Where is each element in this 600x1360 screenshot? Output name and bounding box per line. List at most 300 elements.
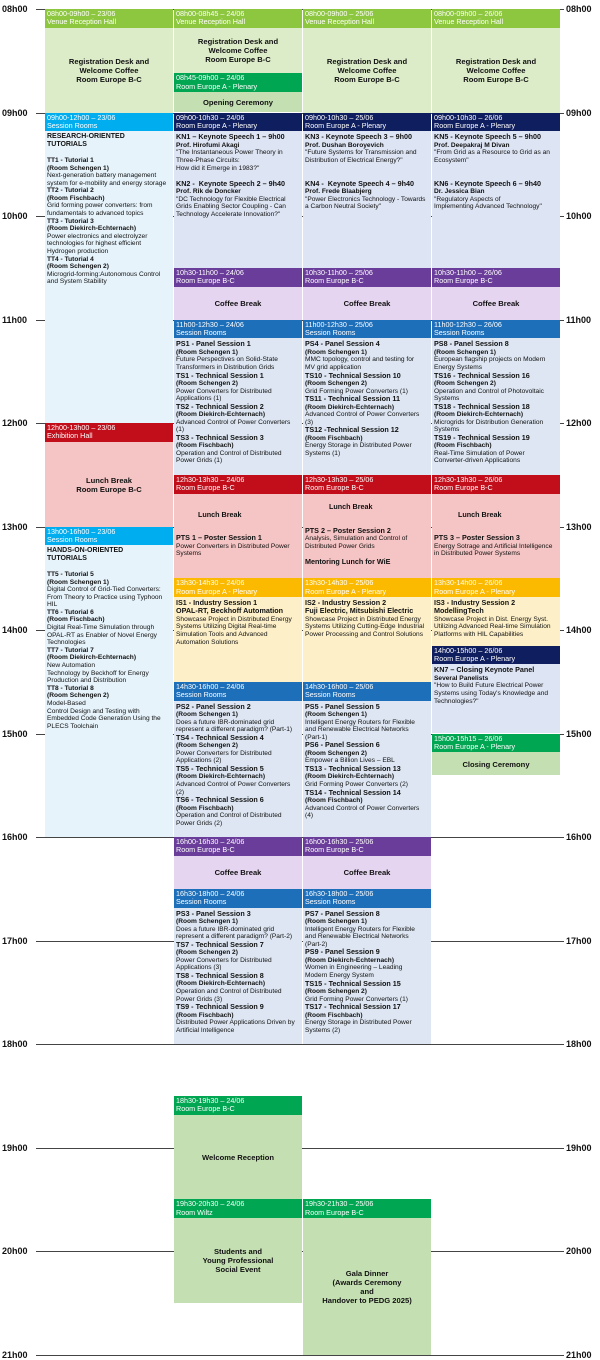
block-body <box>432 597 560 641</box>
block-text-line: Power Grids (2) <box>176 819 223 827</box>
block-text-line: Artificial Intelligence <box>176 1026 235 1034</box>
block-room: Venue Reception Hall <box>176 18 246 27</box>
block-text-line: TT7 - Tutorial 7 <box>47 646 94 654</box>
block-text-line <box>176 519 300 527</box>
block-room: Room Europe A - Plenary <box>305 121 387 130</box>
block-text-line: "From Grid as a Resource to Grid as an <box>434 149 550 157</box>
block-body <box>303 287 431 320</box>
schedule-block-d23-lunch[interactable] <box>45 423 173 527</box>
block-text-line: (Room Schengen 1) <box>305 917 367 925</box>
time-label: 14h00 <box>566 625 592 635</box>
block-header <box>432 734 560 753</box>
block-title-line: Room Europe B-C <box>463 75 529 85</box>
block-text-line: Technologies <box>47 639 86 647</box>
block-room: Room Europe A - Plenary <box>434 742 516 751</box>
block-text-line: (Room Diekirch-Echternach) <box>47 654 137 662</box>
schedule-block-d26-s1[interactable] <box>432 320 560 475</box>
block-text-line: Systems Utilizing Digital Real-time <box>176 623 277 631</box>
block-text-line: IS3 - Industry Session 2 <box>434 598 516 608</box>
block-text-line: Lunch Break <box>176 509 242 519</box>
block-text-line: Dr. Jessica Bian <box>434 188 485 196</box>
time-label: 09h00 <box>566 107 592 118</box>
block-text-line: (Room Fischbach) <box>176 804 234 812</box>
block-room: Exhibition Hall <box>47 432 93 441</box>
block-text-line: (Room Diekirch-Echternach) <box>176 773 266 781</box>
schedule-block-d23-session[interactable] <box>45 113 173 424</box>
block-text-line: HANDS-ON-ORIENTED <box>47 547 124 555</box>
block-time: 12h30-13h30 – 25/06 <box>305 475 374 484</box>
block-text-line: KN2 - Keynote Speech 2 – 9h40 <box>176 178 286 188</box>
block-time: 16h30-18h00 – 25/06 <box>305 889 374 898</box>
block-text-line: (Room Schengen 1) <box>305 348 367 356</box>
block-time: 12h30-13h30 – 24/06 <box>176 475 245 484</box>
block-text-line: Energy Storage in Distributed Power <box>305 442 412 450</box>
block-text-line: Systems (1) <box>305 449 341 457</box>
block-text-line: Prof. Rik de Doncker <box>176 188 241 196</box>
hour-line <box>36 1044 564 1045</box>
block-text-line: "How to Build Future Electrical Power <box>434 682 544 690</box>
block-text-line: (Room Fischbach) <box>47 194 105 202</box>
schedule-block-d26-cb[interactable] <box>432 268 560 320</box>
block-text-line: TT8 - Tutorial 8 <box>47 684 94 692</box>
block-text-line: (Room Diekirch-Echternach) <box>176 980 266 988</box>
block-text-line: Modern Energy System <box>305 971 374 979</box>
block-title-line: Registration Desk and <box>197 37 279 47</box>
block-text-line: Power Processing and Control Solutions <box>305 631 424 639</box>
block-text-line: Energy Storage in Distributed Power <box>305 1019 412 1027</box>
block-text-line: Converter-driven Applications <box>434 457 521 465</box>
block-title-line: Welcome Coffee <box>208 46 268 56</box>
block-text-line: (Room Schengen 2) <box>176 742 238 750</box>
block-room: Room Europe B-C <box>434 277 493 286</box>
block-text-line: PTS 1 – Poster Session 1 <box>176 533 262 543</box>
time-label: 14h00 <box>2 625 28 635</box>
block-text-line: (Room Schengen 1) <box>176 917 238 925</box>
schedule-block-d23-session2[interactable] <box>45 527 173 838</box>
block-text-line: (Part-1) <box>305 733 328 741</box>
block-text-line: PS2 - Panel Session 2 <box>176 701 251 711</box>
block-time: 14h30-16h00 – 25/06 <box>305 682 374 691</box>
block-title-line: and <box>360 1286 374 1296</box>
block-header <box>174 889 302 908</box>
block-text-line: (1) <box>176 426 185 434</box>
block-text-line: Distribution of Electrical Energy?" <box>305 156 403 164</box>
block-text-line: Grid Forming Power Converters (1) <box>305 995 408 1003</box>
schedule-block-d25-cb1[interactable] <box>303 268 431 320</box>
time-label: 19h00 <box>2 1142 28 1153</box>
block-text-line: Technology Accelerate Innovation?" <box>176 210 281 218</box>
time-label: 15h00 <box>2 728 28 739</box>
block-body <box>303 1218 431 1354</box>
block-text-line: (Room Fischbach) <box>305 796 363 804</box>
block-time: 11h00-12h30 – 25/06 <box>305 320 373 329</box>
block-text-line <box>434 165 558 173</box>
block-text-line: (Room Fischbach) <box>176 442 234 450</box>
block-room: Room Europe B-C <box>305 846 364 855</box>
schedule-block-d25-s2[interactable] <box>303 682 431 837</box>
block-text-line: Systems Utilizing Cutting-Edge Industrial <box>305 623 425 631</box>
block-text-line: PS9 - Panel Session 9 <box>305 947 380 957</box>
block-text-line: Analysis, Simulation and Control of <box>305 535 408 543</box>
block-text-line: represent a different paradigm? (Part-2) <box>176 933 293 941</box>
block-body <box>303 701 431 822</box>
block-text-line: Technologies?" <box>434 697 479 705</box>
block-text-line: OPAL-RT, Beckhoff Automation <box>176 606 284 616</box>
schedule-block-d23-reg[interactable] <box>45 9 173 113</box>
block-body <box>174 908 302 1037</box>
block-text-line: TS16 - Technical Session 16 <box>434 370 530 380</box>
time-label: 21h00 <box>566 1349 592 1360</box>
block-text-line: TT3 - Tutorial 3 <box>47 217 94 225</box>
block-text-line: TT1 - Tutorial 1 <box>47 156 94 164</box>
block-time: 12h30-13h30 – 26/06 <box>434 475 503 484</box>
schedule-block-d24-s1[interactable] <box>174 320 302 475</box>
time-label: 16h00 <box>2 832 28 842</box>
block-text-line: (Room Diekirch-Echternach) <box>305 956 395 964</box>
schedule-block-d26-kn[interactable] <box>432 113 560 268</box>
schedule-block-d26-reg[interactable] <box>432 9 560 113</box>
block-body <box>174 28 302 73</box>
block-header <box>45 113 173 132</box>
block-text-line: Power Grids (1) <box>176 457 223 465</box>
time-label: 12h00 <box>566 418 592 428</box>
block-text-line: (3) <box>305 418 314 426</box>
block-title-line: Welcome Coffee <box>466 66 526 76</box>
schedule-block-d24-lunch[interactable] <box>174 475 302 579</box>
block-body <box>303 908 431 1037</box>
block-text-line: PS5 - Panel Session 5 <box>305 701 380 711</box>
block-text-line: Ecosystem" <box>434 156 469 164</box>
schedule-block-d26-close[interactable] <box>432 734 560 775</box>
block-room: Room Wiltz <box>176 1208 213 1217</box>
block-header <box>432 578 560 597</box>
block-header <box>303 9 431 28</box>
block-body <box>174 597 302 648</box>
block-text-line: (Room Fischbach) <box>176 1011 234 1019</box>
block-title-line: Social Event <box>215 1265 261 1275</box>
block-text-line: Advanced Control of Power Converters <box>305 411 420 419</box>
schedule-block-d25-reg[interactable] <box>303 9 431 113</box>
block-title-line: Closing Ceremony <box>462 759 530 769</box>
block-time: 08h45-09h00 – 24/06 <box>176 74 245 83</box>
block-text-line: TT4 - Tutorial 4 <box>47 255 94 263</box>
block-text-line: TT2 - Tutorial 2 <box>47 187 94 195</box>
block-title-line: Coffee Break <box>343 868 391 878</box>
block-room: Room Europe B-C <box>305 277 364 286</box>
block-time: 19h30-21h30 – 25/06 <box>305 1200 374 1209</box>
block-text-line: Fuji Electric, Mitsubishi Electric <box>305 606 414 616</box>
block-text-line: Operation and Control of Distributed <box>176 987 282 995</box>
block-text-line: Simulation Tools and Advanced <box>176 631 268 639</box>
block-header <box>174 1199 302 1218</box>
block-text-line: TS10 - Technical Session 10 <box>305 370 401 380</box>
block-text-line: TS9 - Technical Session 9 <box>176 1002 264 1012</box>
block-title-line: Gala Dinner <box>345 1268 389 1278</box>
block-title-line: Coffee Break <box>214 868 262 878</box>
schedule-block-d26-is[interactable] <box>432 578 560 645</box>
block-text-line: TS13 - Technical Session 13 <box>305 763 401 773</box>
time-label: 10h00 <box>566 211 592 221</box>
block-time: 13h30-14h30 – 25/06 <box>305 579 374 588</box>
schedule-block-d26-kn7[interactable] <box>432 646 560 734</box>
block-title-line: Room Europe B-C <box>76 75 142 85</box>
block-time: 12h00-13h00 – 23/06 <box>47 424 116 432</box>
block-text-line: Prof. Hirofumi Akagi <box>176 141 240 149</box>
block-time: 16h00-16h30 – 24/06 <box>176 838 245 846</box>
block-text-line: Future Perspectives on Solid-State <box>176 356 278 364</box>
block-text-line <box>47 563 171 571</box>
block-text-line: in Distributed Power Systems <box>434 550 521 558</box>
block-text-line: Real-Time Simulation of Power <box>434 449 525 457</box>
schedule-block-d25-cb2[interactable] <box>303 837 431 889</box>
block-room: Room Europe B-C <box>305 484 364 493</box>
block-text-line: Operation and Control of Distributed <box>176 449 282 457</box>
block-text-line: Prof. Deepakraj M Divan <box>434 141 510 149</box>
time-label: 15h00 <box>566 728 592 739</box>
schedule-block-d24-social[interactable] <box>174 1199 302 1303</box>
block-header <box>432 475 560 494</box>
block-room: Room Europe B-C <box>176 846 235 855</box>
block-text-line: TS2 - Technical Session 2 <box>176 401 264 411</box>
block-text-line: Transformers in Distribution Grids <box>176 363 275 371</box>
block-text-line: Mentoring Lunch for WiE <box>305 556 391 566</box>
block-text-line: TS19 - Technical Session 19 <box>434 432 530 442</box>
block-room: Room Europe B-C <box>176 277 235 286</box>
block-text-line: TS7 - Technical Session 7 <box>176 939 264 949</box>
block-time: 14h00-15h00 – 26/06 <box>434 646 503 655</box>
time-label: 19h00 <box>566 1142 592 1153</box>
block-room: Room Europe A - Plenary <box>176 82 258 91</box>
block-time: 08h00-09h00 – 25/06 <box>305 10 374 18</box>
block-text-line: Advanced Control of Power Converters <box>176 780 291 788</box>
block-text-line: Implementing Advanced Technology" <box>434 203 542 211</box>
block-text-line: TS15 - Technical Session 15 <box>305 978 401 988</box>
time-label: 08h00 <box>2 4 28 14</box>
block-room: Session Rooms <box>305 898 356 907</box>
block-text-line: Intelligent Energy Routers for Flexible <box>305 718 415 726</box>
block-text-line: TS4 - Technical Session 4 <box>176 732 264 742</box>
block-text-line: Energy Sotrage and Artificial Intelligence <box>434 542 553 550</box>
block-body <box>303 597 431 641</box>
block-text-line: TT6 - Tutorial 6 <box>47 608 94 616</box>
block-title-line: Welcome Coffee <box>79 66 139 76</box>
block-text-line: New Automation <box>47 662 96 670</box>
block-room: Room Europe B-C <box>434 484 493 493</box>
block-header <box>174 320 302 339</box>
schedule-block-d24-s3[interactable] <box>174 889 302 1044</box>
block-body <box>432 338 560 467</box>
block-time: 19h30-20h30 – 24/06 <box>176 1200 245 1209</box>
block-title-line: Room Europe B-C <box>334 75 400 85</box>
block-time: 15h00-15h15 – 26/06 <box>434 734 503 743</box>
block-time: 09h00-10h30 – 24/06 <box>176 113 245 122</box>
block-header <box>303 837 431 856</box>
block-body <box>45 28 173 113</box>
block-text-line: Hydrogen production <box>47 248 109 256</box>
block-title-line: Opening Ceremony <box>202 98 274 108</box>
time-label: 13h00 <box>566 521 592 532</box>
time-label: 11h00 <box>566 314 592 325</box>
block-text-line: (Room Schengen 1) <box>47 164 109 172</box>
block-text-line: (Room Fischbach) <box>305 1011 363 1019</box>
block-text-line: (Room Schengen 2) <box>176 949 238 957</box>
block-title-line: Handover to PEDG 2025) <box>322 1295 412 1305</box>
block-text-line: Distributed Power Grids <box>305 542 375 550</box>
schedule-block-d25-lunch[interactable] <box>303 475 431 579</box>
schedule-block-d25-s3[interactable] <box>303 889 431 1044</box>
block-header <box>45 9 173 28</box>
block-text-line: PTS 2 – Poster Session 2 <box>305 525 391 535</box>
block-time: 10h30-11h00 – 26/06 <box>434 268 502 277</box>
block-text-line: TS12 -Technical Session 12 <box>305 425 399 435</box>
block-header <box>303 475 431 494</box>
block-text-line: Operation and Control of Distributed <box>176 812 282 820</box>
block-text-line: and System Stability <box>47 278 107 286</box>
block-time: 16h30-18h00 – 24/06 <box>176 889 245 898</box>
block-text-line: fundamentals to advanced topics <box>47 210 144 218</box>
block-room: Session Rooms <box>47 535 98 544</box>
block-text-line: (Room Diekirch-Echternach) <box>176 411 266 419</box>
block-text-line: IS2 - Industry Session 2 <box>305 598 387 608</box>
schedule-block-d26-lunch[interactable] <box>432 475 560 579</box>
schedule-block-d24-cb1[interactable] <box>174 268 302 320</box>
schedule-block-d25-kn[interactable] <box>303 113 431 268</box>
block-text-line: Showcase Project in Dist. Energy Syst. <box>434 615 548 623</box>
schedule-block-d24-is[interactable] <box>174 578 302 682</box>
block-text-line: Energy Systems <box>434 363 483 371</box>
block-text-line: Applications (1) <box>176 395 222 403</box>
time-label: 16h00 <box>566 832 592 842</box>
block-header <box>303 113 431 132</box>
block-text-line: (Room Schengen 2) <box>434 379 496 387</box>
block-body <box>432 664 560 707</box>
block-text-line: How did it Emerge in 1983?" <box>176 164 260 172</box>
block-body <box>174 1218 302 1303</box>
block-text-line: TS6 - Technical Session 6 <box>176 795 264 805</box>
block-room: Room Europe A - Plenary <box>434 587 516 596</box>
block-text-line: Platforms with HIL Capabilities <box>434 631 524 639</box>
block-header <box>303 889 431 908</box>
time-label: 10h00 <box>2 211 28 221</box>
block-time: 09h00-12h00 – 23/06 <box>47 113 116 122</box>
block-text-line: a Carbon Neutral Society" <box>305 203 382 211</box>
block-text-line: PTS 3 – Poster Session 3 <box>434 533 520 543</box>
block-title-line: Lunch Break <box>86 475 132 485</box>
block-text-line: (Room Diekirch-Echternach) <box>434 411 524 419</box>
block-text-line: PS6 - Panel Session 6 <box>305 740 380 750</box>
block-text-line: Model-Based <box>47 700 86 707</box>
block-time: 10h30-11h00 – 25/06 <box>305 268 373 277</box>
block-text-line: (Room Schengen 1) <box>305 710 367 718</box>
time-label: 18h00 <box>2 1039 28 1049</box>
block-room: Room Europe B-C <box>305 1208 364 1217</box>
block-text-line: (Room Schengen 2) <box>305 987 367 995</box>
block-header <box>303 682 431 701</box>
schedule-block-d25-gala[interactable] <box>303 1199 431 1354</box>
schedule-block-d25-s1[interactable] <box>303 320 431 475</box>
block-room: Room Europe B-C <box>176 484 235 493</box>
schedule-block-d24-welcome[interactable] <box>174 1096 302 1200</box>
block-text-line: Intelligent Energy Routers for Flexible <box>305 925 415 933</box>
time-label: 13h00 <box>2 521 28 532</box>
block-text-line: Power Converters for Distributed <box>176 956 272 964</box>
block-text-line: PS3 - Panel Session 3 <box>176 908 251 918</box>
block-title-line: (Awards Ceremony <box>332 1277 402 1287</box>
block-text-line: TUTORIALS <box>47 555 87 563</box>
time-label: 08h00 <box>566 4 592 14</box>
block-text-line: IS1 - Industry Session 1 <box>176 598 258 608</box>
block-time: 08h00-09h00 – 23/06 <box>47 10 116 18</box>
block-text-line: KN5 - Keynote Speech 5 – 9h00 <box>434 132 542 142</box>
block-text-line: Power Converters for Distributed <box>176 387 272 395</box>
block-body <box>432 494 560 560</box>
block-header <box>303 578 431 597</box>
block-text-line: Grid Forming Power Converters (1) <box>305 387 408 395</box>
block-text-line: MV grid application <box>305 363 362 371</box>
block-title-line: Room Europe B-C <box>205 55 271 65</box>
block-body <box>432 28 560 113</box>
block-room: Session Rooms <box>305 328 356 337</box>
block-time: 08h00-09h00 – 26/06 <box>434 10 503 18</box>
time-label: 09h00 <box>2 107 28 118</box>
block-title-line: Registration Desk and <box>455 57 537 67</box>
schedule-block-d25-is[interactable] <box>303 578 431 682</box>
block-text-line: Showcase Project in Distributed Energy <box>176 615 292 623</box>
block-text-line: Prof. Dushan Boroyevich <box>305 141 384 149</box>
block-body <box>432 287 560 320</box>
block-text-line: KN4 - Keynote Speech 4 – 9h40 <box>305 178 415 188</box>
block-text-line: (Room Fischbach) <box>47 616 105 624</box>
block-text-line: TUTORIALS <box>47 141 87 149</box>
block-text-line: Applications (3) <box>176 964 222 972</box>
block-text-line: Technology by Beckhoff for Energy <box>47 669 149 677</box>
schedule-block-d24-open[interactable] <box>174 73 302 112</box>
schedule-block-d24-reg[interactable] <box>174 9 302 73</box>
block-text-line: KN6 - Keynote Speech 6 – 9h40 <box>434 178 542 188</box>
block-text-line: (Room Schengen 2) <box>305 379 367 387</box>
block-header <box>45 527 173 546</box>
block-text-line: Grid forming power converters: from <box>47 202 153 210</box>
schedule-block-d24-cb2[interactable] <box>174 837 302 889</box>
block-body <box>45 442 173 527</box>
block-title-line: Students and <box>213 1247 263 1257</box>
block-text-line: Power Converters for Distributed <box>176 749 272 757</box>
block-body <box>432 752 560 775</box>
block-header <box>174 475 302 494</box>
block-text-line: Advanced Control of Power Converters <box>176 418 291 426</box>
block-text-line <box>176 496 300 504</box>
block-body <box>174 338 302 467</box>
schedule-block-d24-kn[interactable] <box>174 113 302 268</box>
block-text-line: Control Design and Testing with <box>47 707 140 715</box>
block-text-line <box>434 496 558 504</box>
schedule-block-d24-s2[interactable] <box>174 682 302 837</box>
block-text-line: represent a different paradigm? (Part-1) <box>176 726 293 734</box>
block-text-line: (Part-2) <box>305 940 328 948</box>
block-text-line: and Renewable Electrical Networks <box>305 933 409 941</box>
block-time: 08h00-08h45 – 24/06 <box>176 10 245 18</box>
block-body <box>45 545 173 732</box>
block-room: Session Rooms <box>176 691 227 700</box>
block-text-line: (Room Schengen 1) <box>176 710 238 718</box>
block-text-line: (Room Schengen 2) <box>47 263 109 271</box>
block-text-line: Several Panelists <box>434 674 489 682</box>
block-body <box>303 28 431 113</box>
block-text-line: "Regulatory Aspects of <box>434 195 501 203</box>
block-body <box>303 338 431 459</box>
block-text-line: TS3 - Technical Session 3 <box>176 432 264 442</box>
block-text-line: (Room Schengen 1) <box>434 348 496 356</box>
